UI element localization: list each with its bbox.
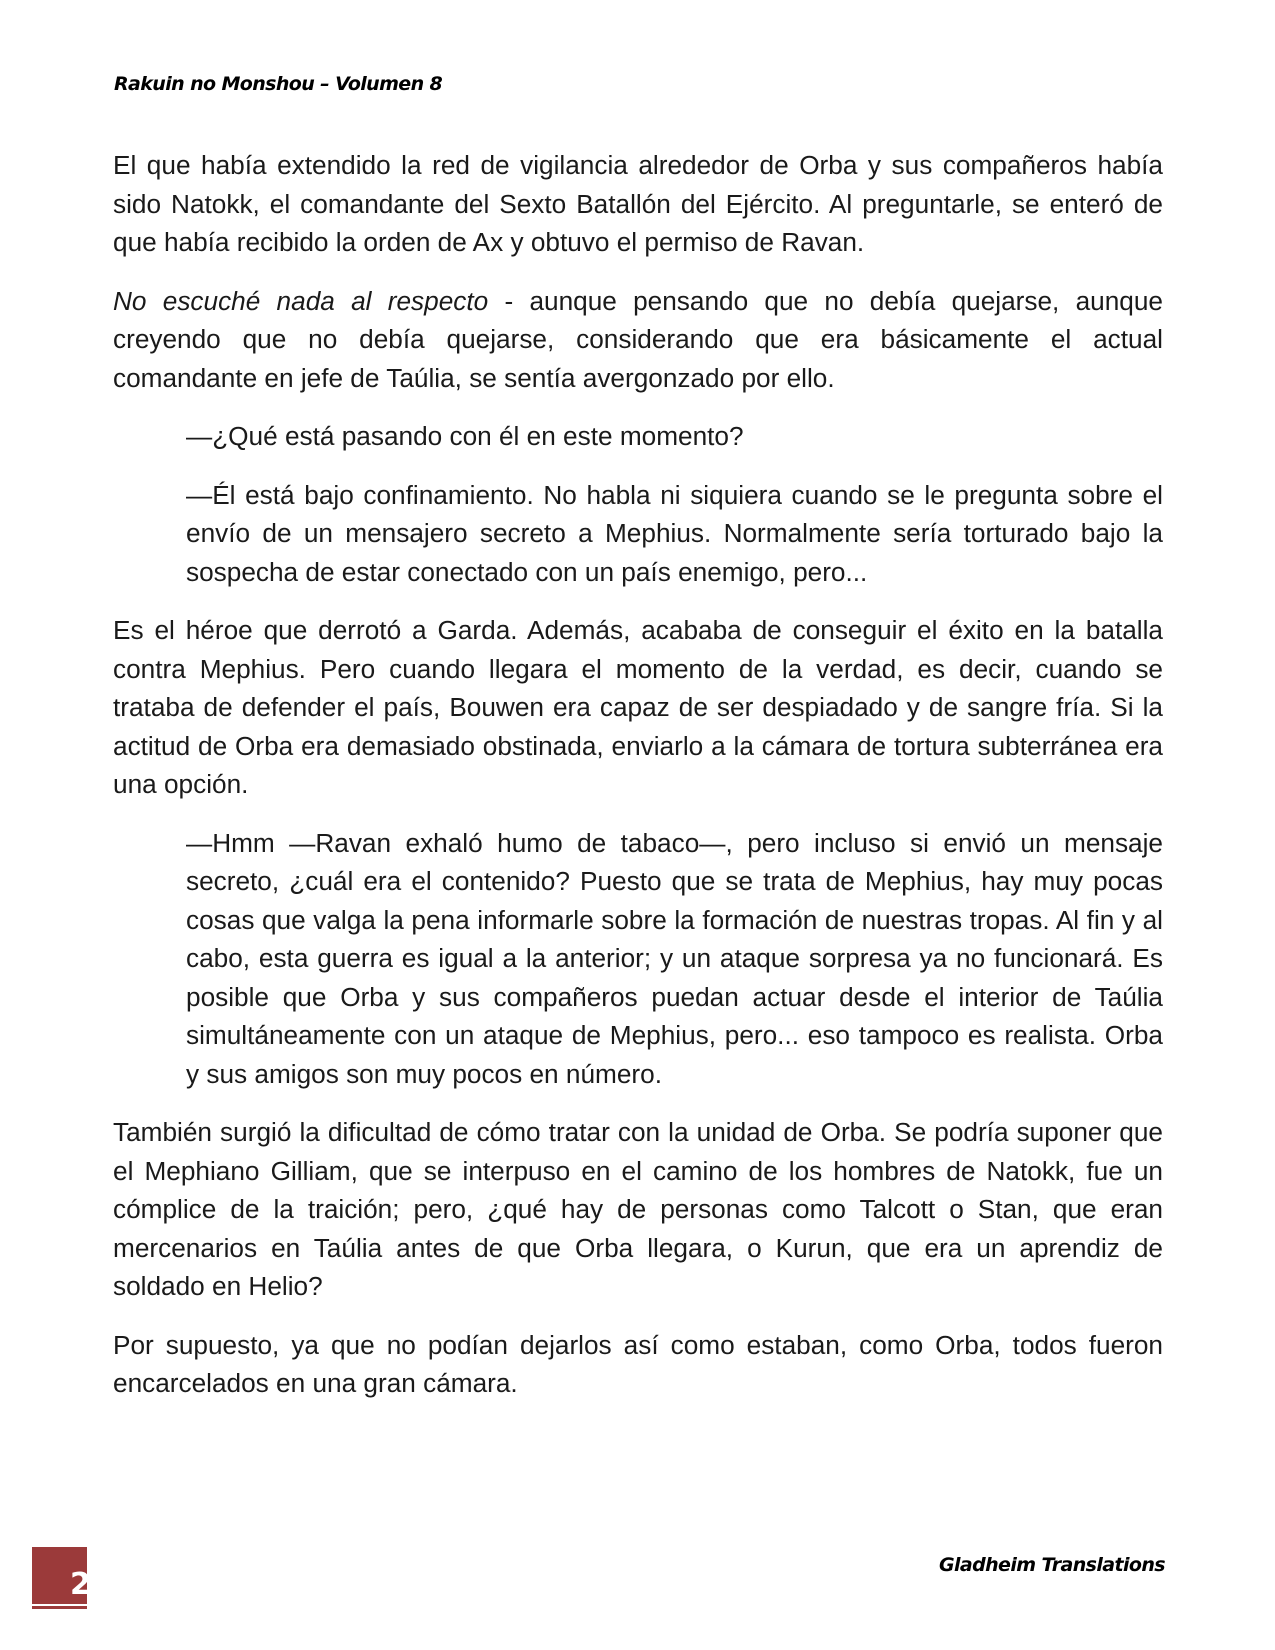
paragraph-text: - aunque pensando que no debía quejarse, aunque creyendo que no debía quejarse, considerando que era básicamente el actual comandante en jefe de Taúlia, se sentía avergonzado por ello.: [113, 285, 1163, 393]
dialogue-line: —¿Qué está pasando con él en este momento?: [186, 421, 744, 451]
dialogue-line: —Él está bajo confinamiento. No habla ni siquiera cuando se le pregunta sobre el envío de un mensajero secreto a Mephius. Normalmente sería torturado bajo la sospecha de estar conectado con un país enemigo, pero...: [186, 479, 1163, 587]
paragraph: El que había extendido la red de vigilancia alrededor de Orba y sus compañeros había sido Natokk, el comandante del Sexto Batallón del Ejército. Al preguntarle, se enteró de que había recibido la orden de Ax y obtuvo el permiso de Ravan.: [113, 150, 1163, 257]
italic-phrase: No escuché nada al respecto: [113, 285, 489, 316]
page-number-underline: [32, 1606, 87, 1609]
running-header: Rakuin no Monshou – Volumen 8: [114, 73, 443, 95]
paragraph: Por supuesto, ya que no podían dejarlos así como estaban, como Orba, todos fueron encarcelados en una gran cámara.: [113, 1329, 1163, 1398]
translator-credit: Gladheim Translations: [939, 1554, 1165, 1576]
body-text: [113, 146, 1163, 1423]
dialogue-line: —Hmm —Ravan exhaló humo de tabaco—, pero incluso si envió un mensaje secreto, ¿cuál era el contenido? Puesto que se trata de Mephius, hay muy pocas cosas que valga la pena informarle sobre la formación de nuestras tropas. Al fin y al cabo, esta guerra es igual a la anterior; y un ataque sorpresa ya no funcionará. Es posible que Orba y sus compañeros puedan actuar desde el interior de Taúlia simultáneamente con un ataque de Mephius, pero... eso tampoco es realista. Orba y sus amigos son muy pocos en número.: [186, 827, 1163, 1089]
paragraph: También surgió la dificultad de cómo tratar con la unidad de Orba. Se podría suponer que el Mephiano Gilliam, que se interpuso en el camino de los hombres de Natokk, fue un cómplice de la traición; pero, ¿qué hay de personas como Talcott o Stan, que eran mercenarios en Taúlia antes de que Orba llegara, o Kurun, que era un aprendiz de soldado en Helio?: [113, 1117, 1163, 1301]
page-number: 2: [70, 1567, 91, 1602]
paragraph: Es el héroe que derrotó a Garda. Además, acababa de conseguir el éxito en la batalla contra Mephius. Pero cuando llegara el momento de la verdad, es decir, cuando se trataba de defender el país, Bouwen era capaz de ser despiadado y de sangre fría. Si la actitud de Orba era demasiado obstinada, enviarlo a la cámara de tortura subterránea era una opción.: [113, 615, 1163, 799]
paragraph: [113, 282, 1163, 398]
